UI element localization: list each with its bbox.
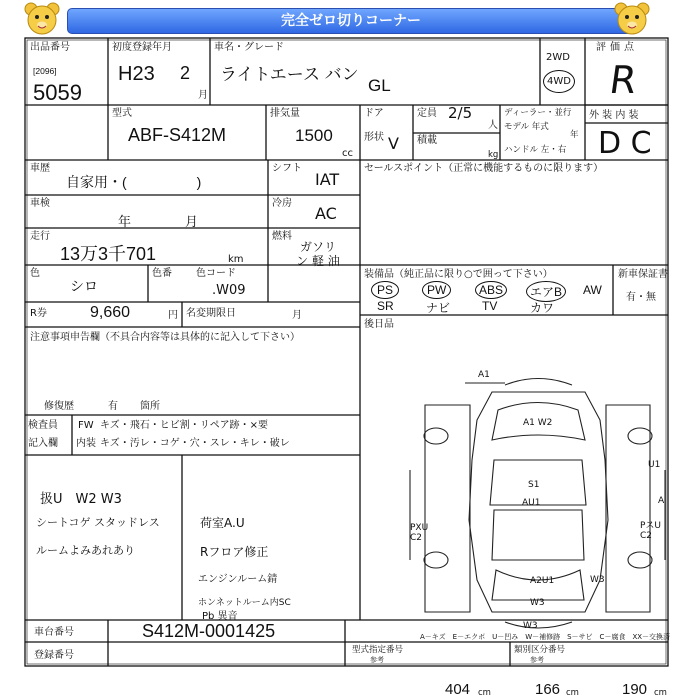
load-label: 積載 — [417, 135, 437, 146]
interior-label: 内装 — [76, 438, 96, 449]
lot-no-value: 5059 — [33, 80, 82, 105]
repair-exists-label: 有 — [108, 401, 118, 412]
color-code-value: .W09 — [212, 283, 246, 298]
mark-u1: U1 — [648, 460, 661, 470]
note-right-1: 荷室A.U — [200, 516, 245, 530]
equip-leather: カワ — [530, 301, 555, 315]
history-value: 自家用・( ) — [66, 174, 202, 190]
equipment-label: 装備品（純正品に限り○で囲って下さい） — [364, 269, 553, 280]
banner-title: 完全ゼロ切りコーナー — [281, 13, 421, 29]
inspection-year: 年 — [118, 214, 132, 229]
class-no-label: 類別区分番号 — [514, 645, 566, 655]
lot-no-label: 出品番号 — [30, 42, 70, 53]
model-year-label: モデル 年式 — [504, 122, 549, 132]
color-label: 色 — [30, 268, 40, 279]
car-name-label: 車名・グレード — [214, 42, 284, 53]
interior-items: キズ・汚レ・コゲ・穴・スレ・キレ・破レ — [100, 438, 290, 449]
kg-label: kg — [488, 150, 499, 160]
reg-month-value: 2 — [180, 63, 191, 83]
mark-w3-a: W3 — [590, 575, 605, 585]
mark-a-right: A — [658, 496, 665, 506]
history-label: 車歴 — [30, 163, 50, 174]
mark-pxu-right: PスU C2 — [640, 521, 662, 541]
grade-value: GL — [368, 76, 391, 95]
length-value: 404 — [445, 681, 471, 698]
equip-airbag: エアB — [526, 281, 566, 302]
first-reg-label: 初度登録年月 — [112, 42, 172, 53]
two-wd-label: 2WD — [546, 52, 570, 63]
width-value: 166 — [535, 681, 561, 698]
capacity-unit: 人 — [488, 120, 498, 131]
fw-items: キズ・飛石・ヒビ割・リペア跡・×要 — [100, 420, 268, 431]
capacity-value: 2/5 — [448, 104, 473, 122]
after-sale-label: 後日品 — [364, 319, 394, 330]
inspection-label: 車検 — [30, 198, 50, 209]
doors-label: ドア — [364, 108, 384, 119]
km-label: km — [228, 254, 244, 265]
rating-label: 評価点 — [596, 42, 638, 53]
class-no-ref: 参考 — [530, 656, 544, 664]
car-name-value: ライトエース バン — [220, 65, 359, 84]
ext-int-value: D C — [598, 126, 652, 161]
shape-label: 形状 — [364, 132, 384, 143]
handle-label: ハンドル 左・右 — [504, 145, 567, 155]
reg-no-label: 登録番号 — [34, 650, 74, 661]
name-change-label: 名変期限日 — [186, 308, 236, 319]
note-right-2: Rフロア修正 — [200, 545, 269, 559]
equip-tv: TV — [482, 299, 498, 313]
mark-s1: S1 — [528, 480, 540, 490]
equip-sr: SR — [377, 299, 394, 313]
new-warranty-label: 新車保証書 — [618, 269, 668, 280]
note-left-1: 扱U W2 W3 — [40, 492, 122, 507]
dealer-label: ディーラー・並行 — [504, 108, 572, 118]
equip-abs: ABS — [475, 281, 507, 299]
fuel-label: 燃料 — [272, 231, 292, 242]
chassis-no-label: 車台番号 — [34, 627, 74, 638]
cc-label: cc — [342, 148, 353, 159]
equip-aw: AW — [583, 283, 602, 297]
sales-point-label: セールスポイント（正常に機能するものに限ります） — [364, 163, 604, 174]
note-left-2: シートコゲ スタッドレス — [36, 516, 160, 529]
mark-pxu-left: PXU C2 — [410, 523, 429, 543]
mileage-label: 走行 — [30, 231, 50, 242]
inspector-label: 検査員 — [28, 420, 58, 431]
color-code-label: 色コード — [196, 268, 236, 279]
equip-pw: PW — [422, 281, 451, 299]
displacement-value: 1500 — [295, 126, 333, 145]
month-label-1: 月 — [198, 90, 208, 101]
type-no-label: 型式指定番号 — [352, 645, 404, 655]
color-no-label: 色番 — [152, 268, 172, 279]
fw-label: FW — [78, 420, 94, 431]
aircon-value: AC — [315, 204, 337, 223]
height-unit: cm — [654, 688, 667, 698]
equip-navi: ナビ — [426, 301, 451, 315]
notes-label: 注意事項申告欄（不具合内容等は具体的に記入して下さい） — [30, 332, 300, 343]
note-right-5: Pb 異音 — [202, 611, 238, 622]
aircon-label: 冷房 — [272, 198, 292, 209]
mark-a1: A1 — [478, 370, 490, 380]
model-label: 型式 — [112, 108, 132, 119]
chassis-no-value: S412M-0001425 — [142, 621, 276, 641]
equip-ps: PS — [371, 281, 399, 299]
rating-value: R — [606, 58, 640, 102]
mileage-value: 13万3千701 — [60, 244, 157, 264]
note-left-3: ルームよみあれあり — [36, 544, 135, 557]
width-unit: cm — [566, 688, 579, 698]
mark-a2u1: A2U1 — [530, 576, 555, 586]
mark-a1w2: A1 W2 — [523, 418, 553, 428]
mark-w3-b: W3 — [530, 598, 545, 608]
displacement-label: 排気量 — [270, 108, 300, 119]
yen-label: 円 — [168, 310, 178, 321]
warranty-options: 有・無 — [626, 292, 656, 303]
shift-value: IAT — [315, 170, 340, 189]
shape-value: V — [388, 134, 399, 153]
inspection-month: 月 — [185, 214, 199, 229]
capacity-label: 定員 — [417, 108, 437, 119]
recycle-label: R券 — [30, 308, 47, 319]
repair-history-label: 修復歴 — [44, 401, 74, 412]
repair-place-label: 箇所 — [140, 401, 160, 412]
note-right-3: エンジンルーム錆 — [198, 574, 278, 585]
entry-label: 記入欄 — [28, 438, 58, 449]
lot-prefix: [2096] — [33, 66, 57, 76]
damage-legend: A－キズ E－エクボ U－凹み W－補修跡 S－サビ C－腐食 XX－交換済 — [420, 633, 671, 641]
model-year-suffix: 年 — [570, 130, 579, 140]
recycle-value: 9,660 — [90, 304, 131, 321]
note-right-4: ホンネットルーム内SC — [198, 598, 291, 608]
name-change-month: 月 — [292, 310, 302, 321]
mark-au1: AU1 — [522, 498, 541, 508]
mark-w3-c: W3 — [523, 621, 538, 631]
type-no-ref: 参考 — [370, 656, 384, 664]
model-value: ABF-S412M — [128, 125, 227, 145]
shift-label: シフト — [272, 163, 302, 174]
color-value: シロ — [70, 278, 98, 294]
fuel-value: ガソリン 軽 油 — [296, 240, 340, 268]
ext-int-label: 外 装 内 装 — [589, 110, 639, 121]
era-year-value: H23 — [118, 63, 155, 85]
height-value: 190 — [622, 681, 648, 698]
length-unit: cm — [478, 688, 491, 698]
four-wd-label: 4WD — [543, 70, 575, 93]
